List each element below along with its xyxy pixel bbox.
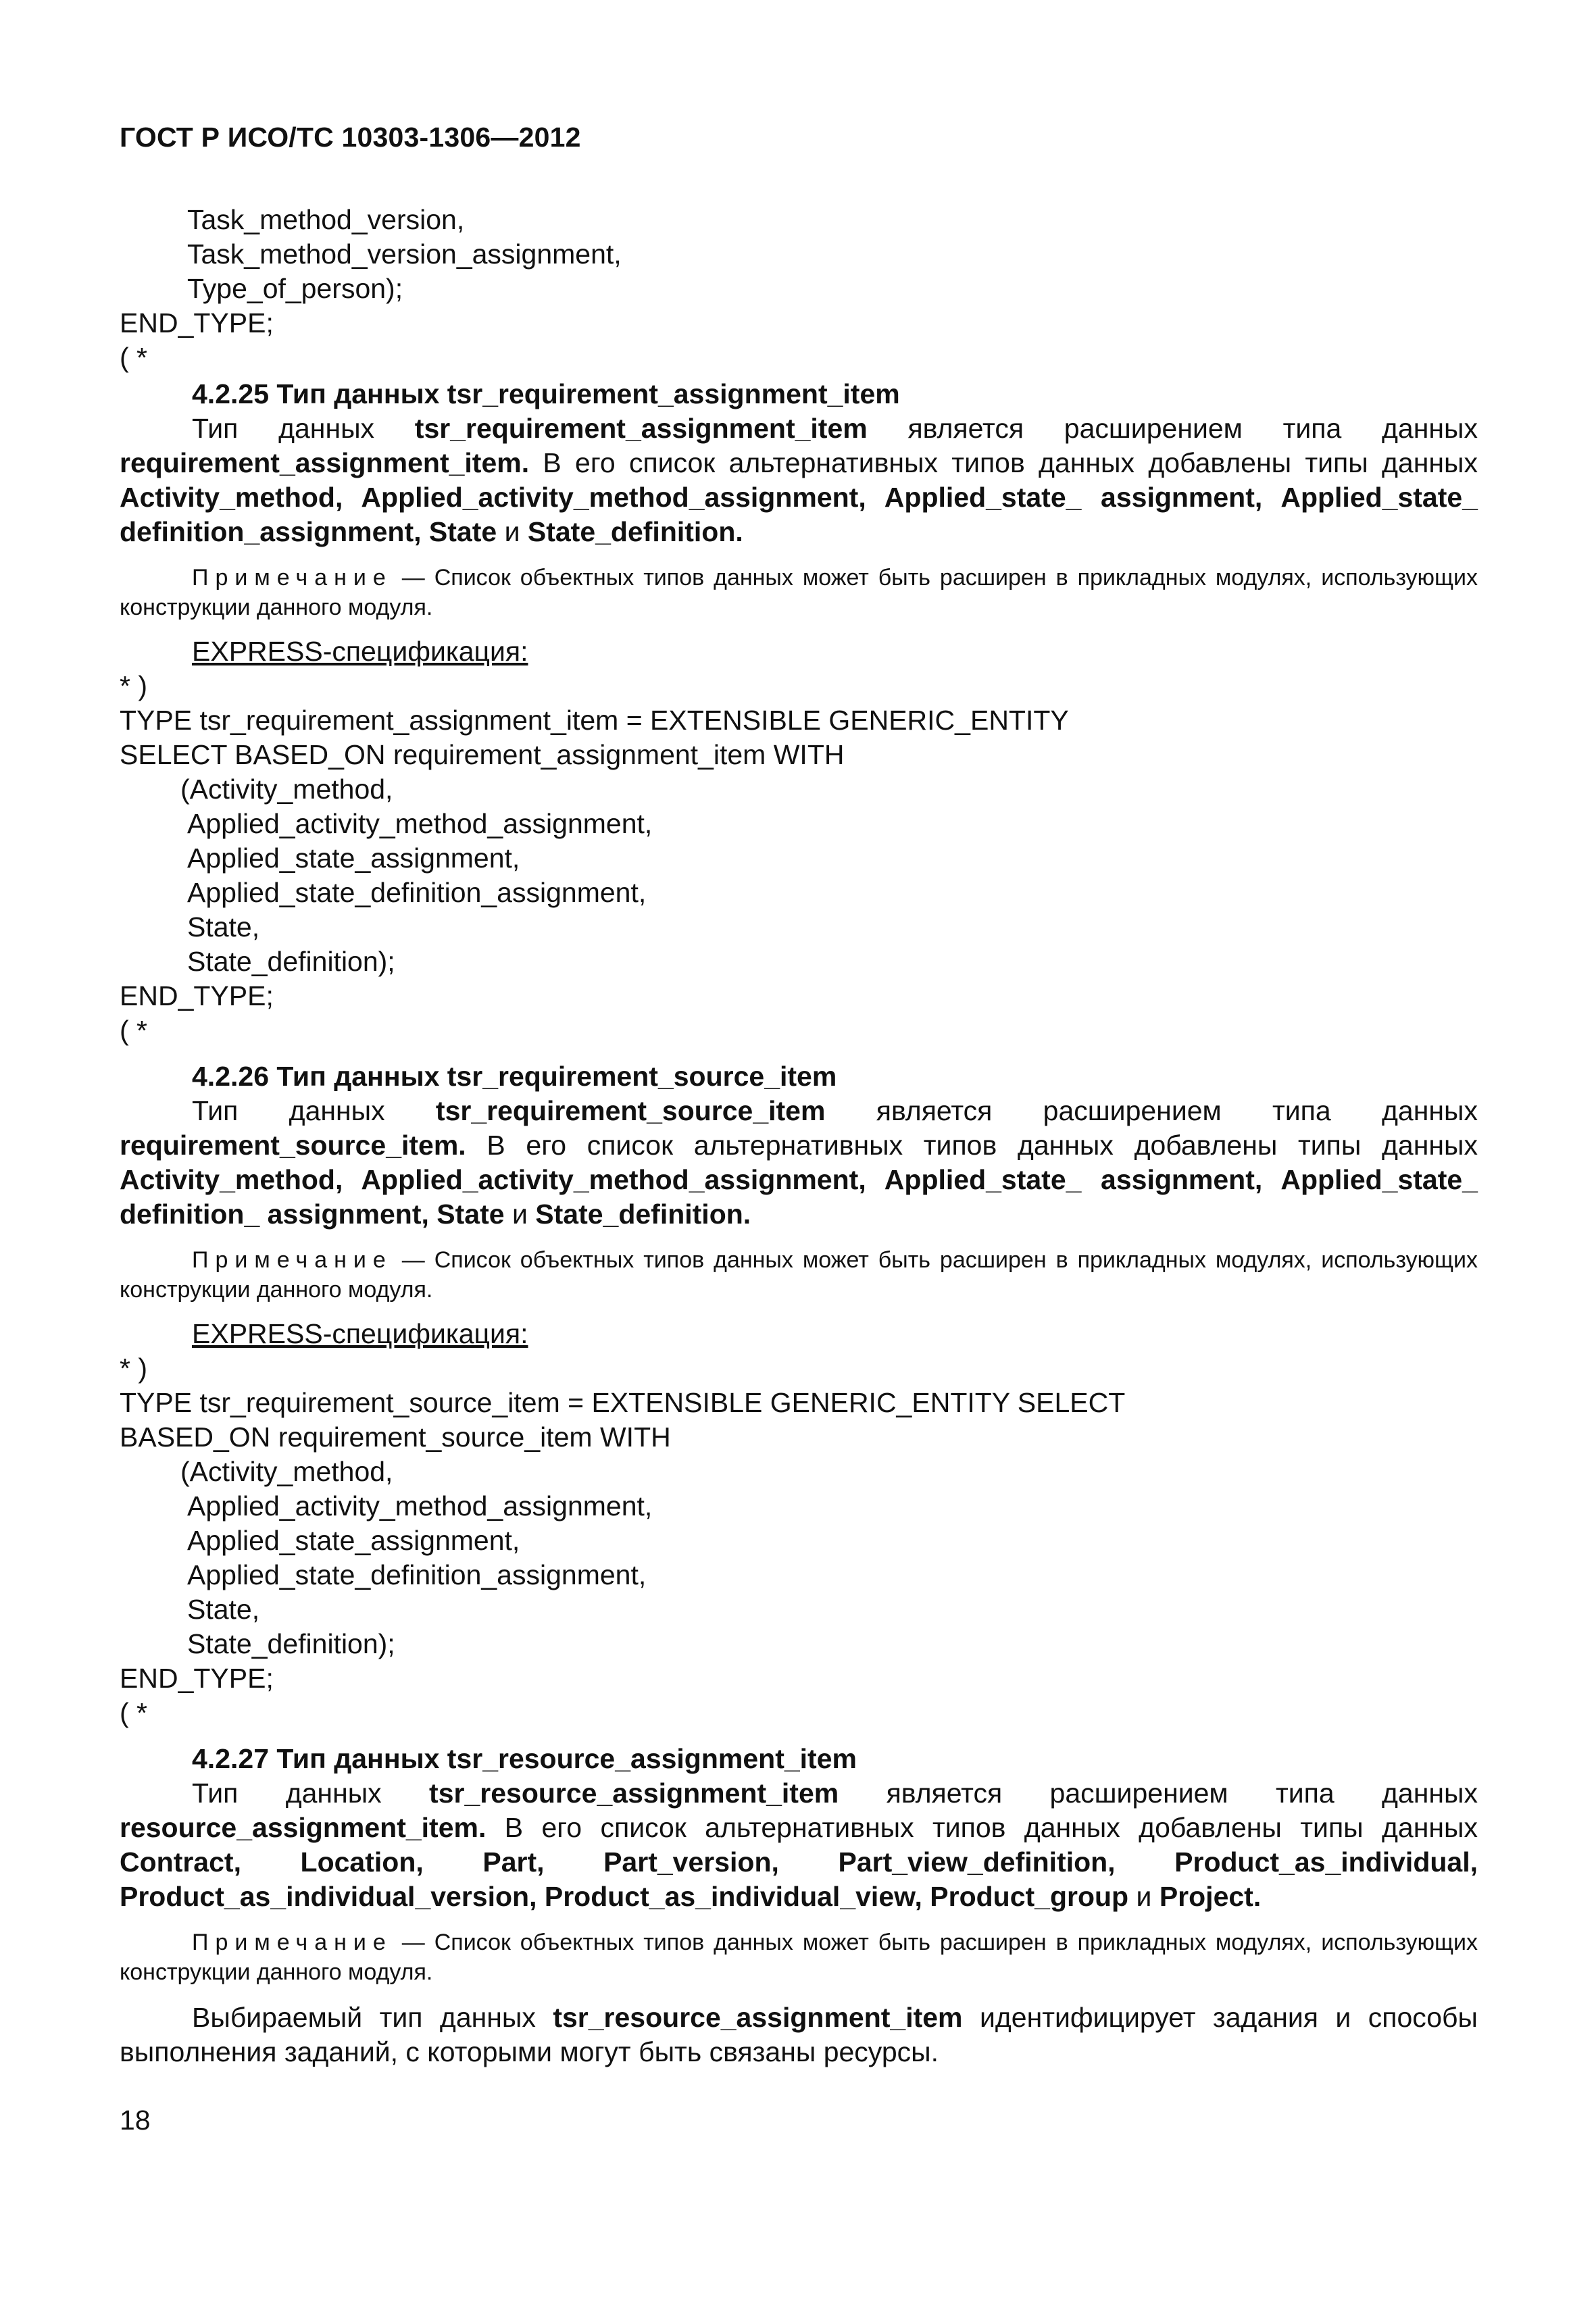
code-line: State, — [187, 911, 260, 942]
section-heading: 4.2.27 Тип данных tsr_resource_assignment_item — [192, 1743, 857, 1774]
code-line: ( * — [120, 1015, 147, 1046]
section-4-2-25 — [120, 377, 1478, 1048]
code-line: Task_method_version, — [187, 204, 465, 235]
type-name: requirement_assignment_item. — [120, 447, 530, 478]
page-number: 18 — [120, 2105, 151, 2136]
type-name: resource_assignment_item. — [120, 1812, 487, 1843]
text: является расширением типа данных — [876, 1095, 1478, 1126]
code-line: Type_of_person); — [187, 273, 403, 304]
note — [120, 563, 1478, 622]
type-name: State_definition. — [535, 1199, 751, 1230]
code-line: TYPE tsr_requirement_assignment_item = EXTENSIBLE GENERIC_ENTITY — [120, 705, 1069, 736]
section-heading: 4.2.25 Тип данных tsr_requirement_assignment_item — [192, 378, 900, 409]
section-4-2-27 — [120, 1742, 1478, 2069]
code-line: BASED_ON requirement_source_item WITH — [120, 1422, 671, 1453]
note-label: Примечание — [192, 1247, 393, 1273]
text: В его список альтернативных типов данных добавлены типы данных — [487, 1130, 1478, 1161]
section-heading: 4.2.26 Тип данных tsr_requirement_source_item — [192, 1061, 837, 1092]
text: Тип данных — [192, 1095, 385, 1126]
code-line: TYPE tsr_requirement_source_item = EXTENSIBLE GENERIC_ENTITY SELECT — [120, 1387, 1126, 1418]
code-line: END_TYPE; — [120, 307, 274, 338]
code-line: ( * — [120, 1697, 147, 1728]
code-line: Applied_activity_method_assignment, — [187, 808, 653, 839]
code-line: Applied_activity_method_assignment, — [187, 1490, 653, 1521]
text: и — [1136, 1881, 1152, 1912]
code-line: (Activity_method, — [180, 1456, 393, 1487]
top-code-block — [120, 203, 1478, 375]
code-line: * ) — [120, 1353, 147, 1384]
type-name: tsr_resource_assignment_item — [553, 2002, 963, 2033]
text: идентифицирует задания и способы выполнения заданий, с которыми могут быть связаны ресурсы. — [120, 2002, 1478, 2067]
note — [120, 1245, 1478, 1305]
text: В его список альтернативных типов данных добавлены типы данных — [543, 447, 1478, 478]
text: Выбираемый тип данных — [192, 2002, 536, 2033]
code-line: END_TYPE; — [120, 980, 274, 1011]
type-name: tsr_requirement_source_item — [435, 1095, 826, 1126]
text: В его список альтернативных типов данных добавлены типы данных — [504, 1812, 1478, 1843]
express-spec-label: EXPRESS-спецификация: — [192, 1318, 528, 1349]
section-4-2-26 — [120, 1059, 1478, 1730]
type-list: Activity_method, Applied_activity_method_assignment, Applied_state_ assignment, Applied_state_ definition_ assignment, State — [120, 1164, 1478, 1230]
code-line: Applied_state_definition_assignment, — [187, 877, 647, 908]
closing-paragraph — [120, 2001, 1478, 2069]
type-list: Activity_method, Applied_activity_method_assignment, Applied_state_ assignment, Applied_state_ definition_assignment, State — [120, 482, 1478, 547]
text: Тип данных — [192, 1778, 382, 1809]
type-name: State_definition. — [527, 516, 743, 547]
section-paragraph — [120, 1776, 1478, 1914]
code-line: Applied_state_assignment, — [187, 1525, 520, 1556]
note-text: — Список объектных типов данных может быть расширен в прикладных модулях, использующих конструкции данного модуля. — [120, 565, 1478, 620]
note — [120, 1928, 1478, 1987]
type-name: requirement_source_item. — [120, 1130, 466, 1161]
code-line: * ) — [120, 670, 147, 701]
type-name: tsr_resource_assignment_item — [429, 1778, 839, 1809]
note-text: — Список объектных типов данных может быть расширен в прикладных модулях, использующих конструкции данного модуля. — [120, 1930, 1478, 1985]
type-name: tsr_requirement_assignment_item — [414, 413, 868, 444]
code-line: (Activity_method, — [180, 774, 393, 805]
note-label: Примечание — [192, 1930, 393, 1955]
text: Тип данных — [192, 413, 375, 444]
code-line: ( * — [120, 342, 147, 373]
text: и — [504, 516, 520, 547]
page-header: ГОСТ Р ИСО/ТС 10303-1306—2012 — [120, 122, 581, 153]
code-line: State_definition); — [187, 946, 395, 977]
code-line: State, — [187, 1594, 260, 1625]
text: и — [512, 1199, 528, 1230]
express-spec-label: EXPRESS-спецификация: — [192, 636, 528, 667]
code-line: Task_method_version_assignment, — [187, 238, 622, 270]
code-line: Applied_state_definition_assignment, — [187, 1559, 647, 1590]
type-list: Contract, Location, Part, Part_version, Part_view_definition, Product_as_individual, Product_as_individual_version, Product_as_individual_view, Product_group — [120, 1846, 1478, 1912]
code-line: END_TYPE; — [120, 1663, 274, 1694]
code-line: SELECT BASED_ON requirement_assignment_item WITH — [120, 739, 845, 770]
note-label: Примечание — [192, 565, 393, 590]
code-line: State_definition); — [187, 1628, 395, 1659]
note-text: — Список объектных типов данных может быть расширен в прикладных модулях, использующих конструкции данного модуля. — [120, 1247, 1478, 1303]
type-name: Project. — [1159, 1881, 1262, 1912]
section-paragraph — [120, 1094, 1478, 1232]
text: является расширением типа данных — [907, 413, 1478, 444]
code-line: Applied_state_assignment, — [187, 842, 520, 874]
section-paragraph — [120, 411, 1478, 549]
text: является расширением типа данных — [886, 1778, 1478, 1809]
